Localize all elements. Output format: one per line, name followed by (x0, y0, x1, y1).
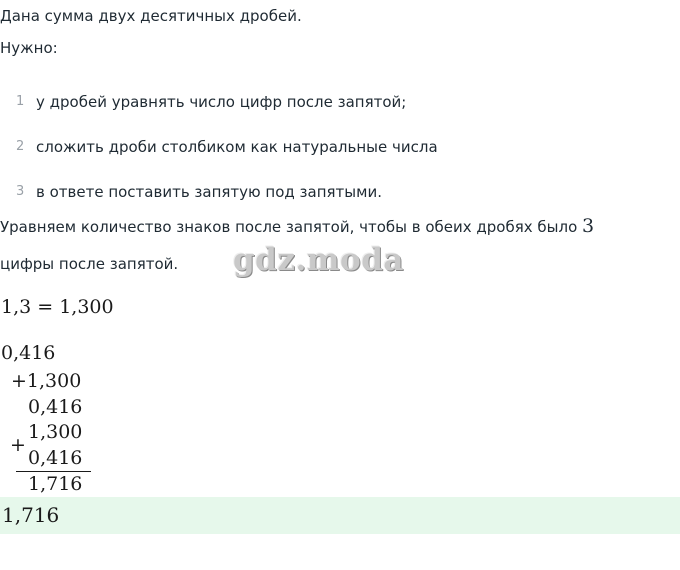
column-top: 1,300 (28, 421, 83, 443)
answer-box (0, 497, 680, 534)
column-result: 1,716 (28, 473, 83, 495)
column-plus-sign: + (10, 434, 26, 456)
equation: 1,3 = 1,300 (1, 296, 114, 318)
step-1-number: 1 (16, 94, 25, 109)
equalize-text-before: Уравняем количество знаков после запятой, чтобы в обеих дробях было (0, 218, 583, 236)
step-2-text: сложить дроби столбиком как натуральные числа (36, 138, 438, 156)
step-3-number: 3 (16, 184, 25, 199)
step-2-number: 2 (16, 139, 25, 154)
answer-value: 1,716 (2, 503, 60, 527)
need-text: Нужно: (0, 39, 58, 57)
column-rule (16, 471, 91, 472)
watermark-logo: gdz.moda (233, 242, 404, 278)
given-text: Дана сумма двух десятичных дробей. (0, 7, 302, 25)
column-bottom: 0,416 (28, 447, 83, 469)
sum-line-2: 0,416 (28, 396, 83, 418)
step-3-text: в ответе поставить запятую под запятыми. (36, 183, 382, 201)
digit-count: 3 (582, 215, 595, 237)
equalize-text-after: цифры после запятой. (0, 255, 179, 273)
number-b: 0,416 (1, 342, 56, 364)
step-1-text: у дробей уравнять число цифр после запятой; (36, 93, 407, 111)
equalize-text (0, 216, 594, 237)
sum-line-1: +1,300 (11, 370, 82, 392)
